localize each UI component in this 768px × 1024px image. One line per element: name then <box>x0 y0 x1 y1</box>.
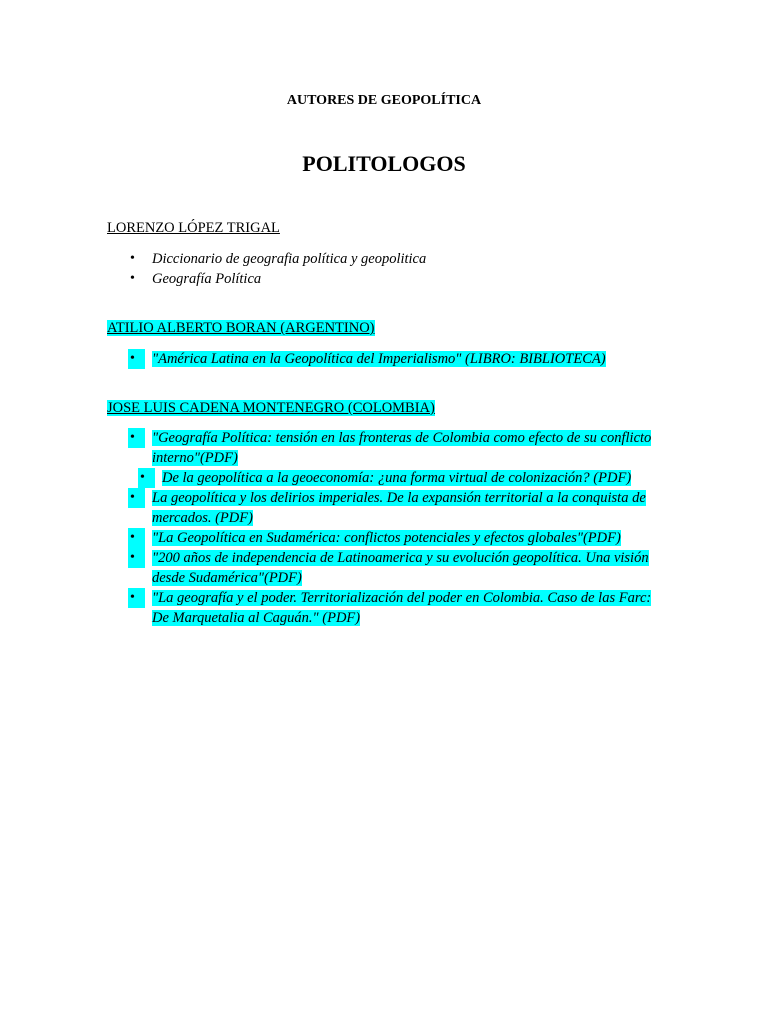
work-title: La geopolítica y los delirios imperiales. De la expansión territorial a la conquista de mercados. (PDF) <box>152 490 646 526</box>
section-heading: POLITOLOGOS <box>302 151 466 176</box>
list-item <box>0 269 652 289</box>
bullet-icon: • <box>128 428 145 448</box>
bullet-icon: • <box>130 251 135 266</box>
list-item <box>0 588 652 628</box>
bullet-icon: • <box>128 349 145 369</box>
bullet-icon: • <box>138 468 155 488</box>
author-name: ATILIO ALBERTO BORAN (ARGENTINO) <box>107 320 375 336</box>
list-item <box>0 488 652 528</box>
list-item <box>0 249 652 269</box>
work-title: "200 años de independencia de Latinoamerica y su evolución geopolítica. Una visión desde Sudamérica"(PDF) <box>152 550 649 586</box>
work-title: Diccionario de geografia política y geopolitica <box>152 251 427 267</box>
list-item <box>0 548 652 588</box>
document-title: AUTORES DE GEOPOLÍTICA <box>286 93 482 108</box>
author-name: JOSE LUIS CADENA MONTENEGRO (COLOMBIA) <box>107 400 435 416</box>
work-title: "La Geopolítica en Sudamérica: conflictos potenciales y efectos globales"(PDF) <box>152 530 621 546</box>
author-heading-lopez-trigal <box>107 219 280 237</box>
work-title: Geografía Política <box>152 271 262 287</box>
bullet-icon: • <box>128 528 145 548</box>
work-title: "Geografía Política: tensión en las fronteras de Colombia como efecto de su conflicto interno"(PDF) <box>152 430 652 466</box>
work-title: "La geografía y el poder. Territorialización del poder en Colombia. Caso de las Farc: De Marquetalia al Caguán." (PDF) <box>152 590 652 626</box>
work-title: De la geopolítica a la geoeconomía: ¿una forma virtual de colonización? (PDF) <box>162 470 632 486</box>
bullet-icon: • <box>130 271 135 286</box>
author-heading-boran <box>107 319 375 337</box>
list-item <box>0 468 662 488</box>
bullet-icon: • <box>128 548 145 568</box>
list-item <box>0 528 652 548</box>
list-item <box>0 349 652 369</box>
works-list-boran <box>0 349 652 369</box>
works-list-lopez-trigal <box>0 249 652 289</box>
work-title: "América Latina en la Geopolítica del Imperialismo" (LIBRO: BIBLIOTECA) <box>152 351 606 367</box>
works-list-cadena-montenegro <box>0 428 662 628</box>
author-name: LORENZO LÓPEZ TRIGAL <box>107 220 280 236</box>
author-heading-cadena-montenegro <box>107 399 435 417</box>
list-item <box>0 428 652 468</box>
bullet-icon: • <box>128 588 145 608</box>
bullet-icon: • <box>128 488 145 508</box>
